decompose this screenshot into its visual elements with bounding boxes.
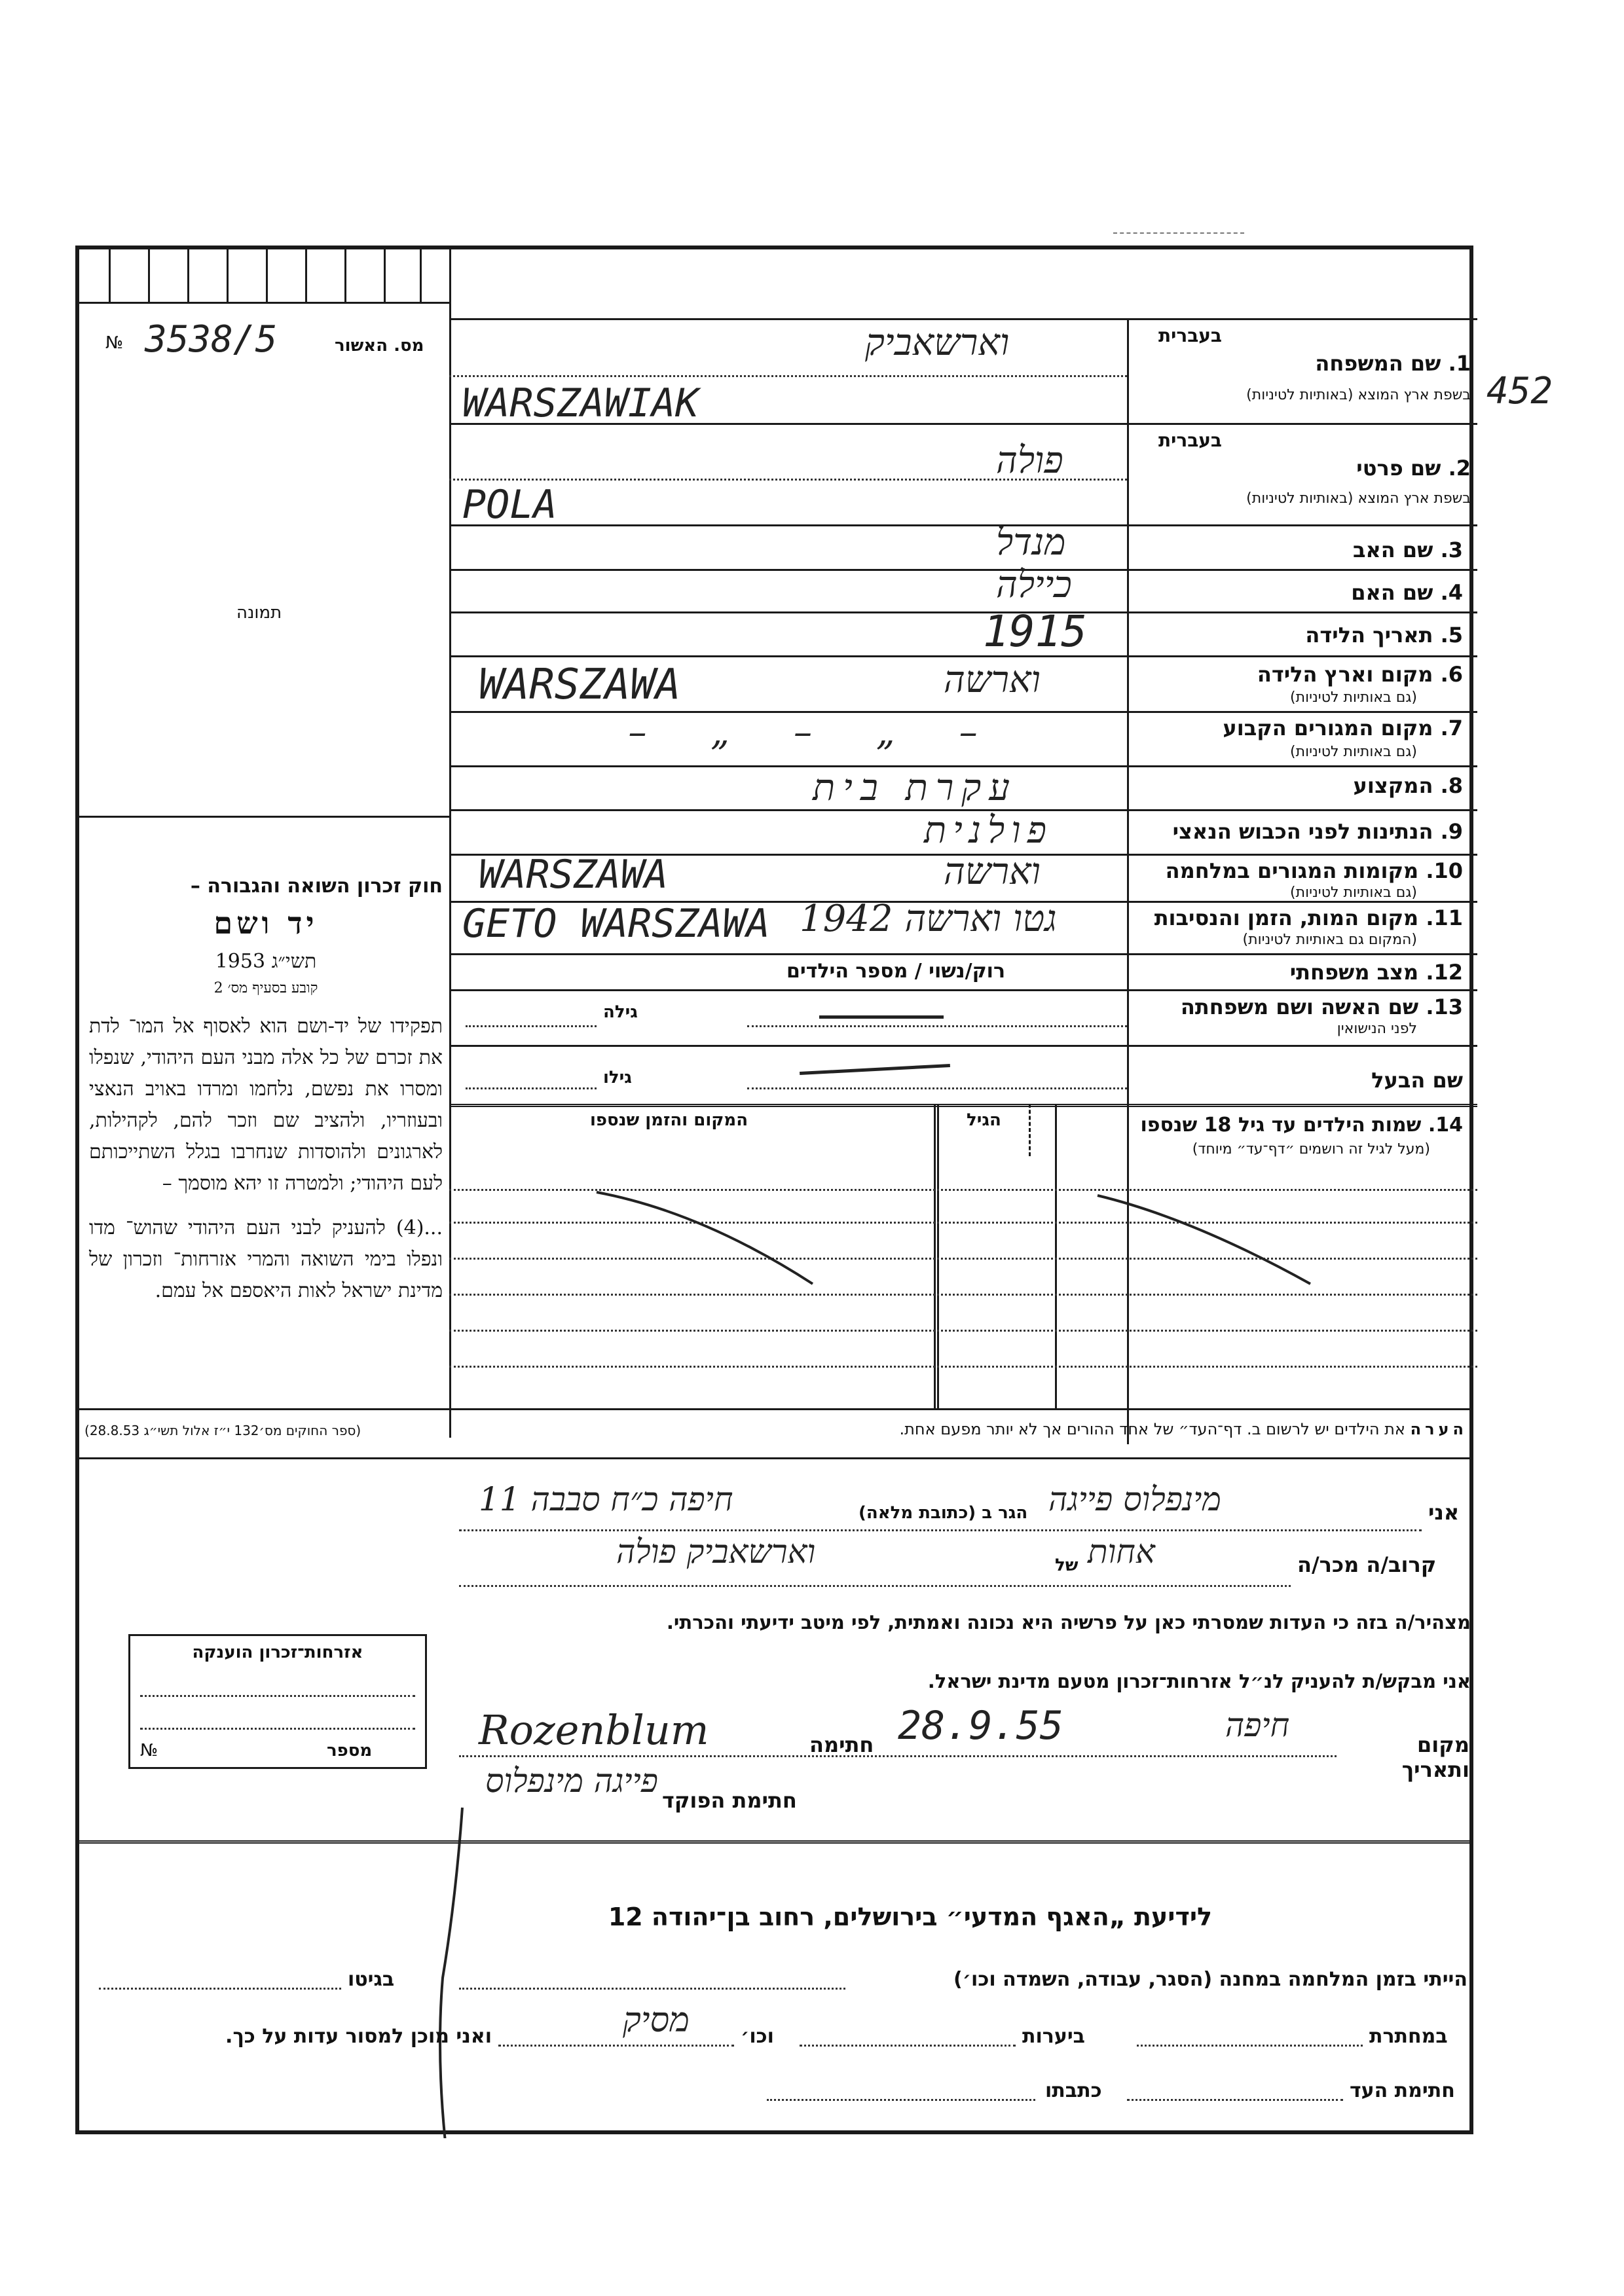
wife-label: 13. שם האשה ושם משפחתה [1180,994,1463,1019]
children-age-header: הגיל [967,1110,1001,1130]
official-sig: פייגה מינפלוס [485,1762,658,1800]
law-paragraph-1: תפקידו של יד-ושם הוא לאסוף אל המו־ לדת את זכרם של כל אלה מבני העם היהודי, שנפלו ומסרו את נפשם, נלחמו ומרדו באויב הנאצי ובעוזריו, ולהציב שם וזכר להם, לקהילות, לארגונים ולהוסדות שנחרבו בגלל השתייכותם לעם היהודי; ולמטרה זו יהא מוסמך – [89,1015,443,1195]
decl-of-value: וארשאביק פולה [616,1533,816,1571]
wife-sub: לפני הנישואין [1337,1021,1417,1037]
signature-label: חתימה [809,1732,874,1757]
decl-request: אני מבקש/ת להעניק לנ״ל אזרחות־זכרון מטעם מדינת ישראל. [927,1670,1471,1692]
citizenship-box-title: אזרחות־זכרון הוענקה [192,1643,363,1662]
family-name-sub: בשפת ארץ המוצא (באותיות לטיניות) [1246,387,1471,403]
children-sub: (מעל לגיל זה רושמים ״דף־עד״ מיוחד) [1192,1141,1430,1157]
footer-camp-text: הייתי בזמן המלחמה במחנה (הסגר, עבודה, השמדה וכו׳) [953,1968,1467,1991]
death-place-sub: (המקום גם באותיות לטיניות) [1242,932,1417,948]
footer-etc: וכו׳ [741,2025,774,2048]
mother-label: 4. שם האם [1351,580,1463,605]
war-residence-lat: WARSZAWA [479,852,668,898]
top-right-number: 452 [1486,370,1553,412]
footer-handwritten: מסיק [623,2001,690,2040]
signature: Rozenblum [479,1706,709,1754]
hebrew-tag-1: בעברית [1158,325,1222,346]
first-name-he: פולה [996,439,1063,482]
footer-info: לידיעת „האגף המדעי״ בירושלים, רחוב בן־יהודה 12 [608,1903,1212,1931]
profession-value: עקרת בית [813,767,1018,809]
footer-partisans: במחתרת [1369,2025,1448,2048]
law-name: יד ושם [213,905,318,941]
footer-etc-line [498,2045,734,2047]
footer-ghetto-line [99,1988,341,1990]
war-residence-sub: (גם באותיות לטיניות) [1290,884,1417,901]
birthdate-label: 5. תאריך הלידה [1305,623,1463,647]
decl-statement: מצהיר/ה בזה כי העדות שמסרתי כאן על פרשיה היא נכונה ואמתית, לפי מיטב ידיעתי והכרתי. [666,1611,1471,1633]
footer-forests: ביערות [1022,2025,1085,2048]
marital-label: 12. מצב משפחתי [1289,960,1463,985]
decl-relation: אחות [1088,1533,1155,1571]
decl-relative-label: קרוב/ה מכר/ה [1297,1552,1437,1577]
footer-forests-line [800,2045,1016,2047]
law-ref: (ספר החוקים מס׳132 י״ז אלול תשי״ג 28.8.53) [84,1423,361,1438]
decl-name: מינפלוס פייגה [1048,1480,1221,1518]
decl-resides-label: הגר ב (כתובת מלאה) [858,1503,1028,1523]
photo-label: תמונה [236,603,282,623]
citizenship-box-no: № [140,1741,158,1760]
birthplace-label: 6. מקום וארץ הלידה [1257,662,1463,687]
law-paragraph-2: ...(4) להעניק לבני העם היהודי שהוש־ מדו ונפלו בימי השואה והמרי אזרחות־ וזכרון של מדינת ישראל לאות היאספם אל עמם. [89,1216,443,1302]
official-label: חתימת הפוקד [662,1788,797,1813]
family-name-he: וארשאביק [865,321,1010,364]
citizenship-value: פולנית [924,809,1053,852]
birthplace-lat: WARSZAWA [479,661,681,709]
approval-number: 3538/5 [145,318,278,361]
footer-camp-line [459,1988,845,1990]
husband-label: שם הבעל [1371,1068,1463,1093]
pen-stroke [79,249,1477,2138]
marital-value: רוק/נשוי / מספר הילדים [786,960,1006,983]
family-name-lat: WARSZAWIAK [462,380,699,426]
decl-i-label: אני [1428,1500,1460,1525]
first-name-sub: בשפת ארץ המוצא (באותיות לטיניות) [1246,490,1471,507]
scan-mark [1113,232,1244,234]
wife-age-label: גילה [603,1002,638,1022]
law-title: חוק זכרון השואה והגבורה – [190,875,443,898]
death-place-he: גטו וארשה 1942 [800,898,1057,940]
family-name-label: 1. שם המשפחה [1315,351,1471,376]
father-label: 3. שם האב [1352,538,1463,562]
hebrew-tag-2: בעברית [1158,429,1222,451]
first-name-lat: POLA [462,482,557,528]
birthplace-sub: (גם באותיות לטיניות) [1290,689,1417,706]
footer-address-line [767,2099,1035,2101]
first-name-label: 2. שם פרטי [1356,456,1471,481]
decl-date: 28.9.55 [898,1703,1063,1749]
footer-top [79,1840,1471,1844]
place-date-label: מקום ותאריך [1401,1732,1469,1782]
children-place-header: המקום והזמן שנספו [590,1110,748,1130]
law-year: תשי״ג 1953 [215,950,317,973]
war-residence-he: וארשה [944,850,1041,893]
profession-label: 8. המקצוע [1353,773,1463,798]
footer-witness-sig: חתימת העד [1350,2079,1455,2102]
footer-address: כתבתו [1045,2079,1102,2102]
residence-value: – „ – „ – [628,711,1004,754]
death-place-lat: GETO WARSZAWA [462,901,770,947]
husband-age-label: גילו [603,1068,632,1087]
note-text: את הילדים יש לרשום ב. דף־העד״ של אחד ההורים אך לא יותר מפעם אחת. [899,1420,1405,1438]
footer-witness-line [1127,2099,1343,2101]
residence-sub: (גם באותיות לטיניות) [1290,744,1417,760]
law-section: קובע בסעיף מס׳ 2 [213,980,318,996]
footer-ready: ואני מוכן למסור עדות על כך. [225,2025,492,2048]
footer-partisans-line [1137,2045,1363,2047]
mother-value: כיילה [996,564,1072,606]
birthdate-value: 1915 [983,606,1087,657]
father-value: מנדל [996,521,1066,564]
children-label: 14. שמות הילדים עד גיל 18 שנספו [1140,1114,1463,1137]
citizenship-label: 9. הנתינות לפני הכבוש הנאצי [1172,819,1463,844]
decl-place: חיפה [1225,1706,1290,1744]
decl-of-label: של [1055,1556,1079,1575]
war-residence-label: 10. מקומות המגורים במלחמה [1165,858,1463,883]
no-symbol: № [105,333,124,353]
birthplace-he: וארשה [944,659,1041,701]
form-frame [75,246,1473,2134]
footer-ghetto: בגיטו [348,1968,395,1991]
decl-address: חיפה כ״ח סבבה 11 [479,1480,733,1518]
residence-label: 7. מקום המגורים הקבוע [1223,716,1463,740]
citizenship-box-number-label: מספר [327,1741,373,1760]
approval-label: מס. האשור [335,336,424,355]
note-label: הערה [1410,1420,1467,1438]
death-place-label: 11. מקום המות, הזמן והנסיבות [1154,905,1463,930]
